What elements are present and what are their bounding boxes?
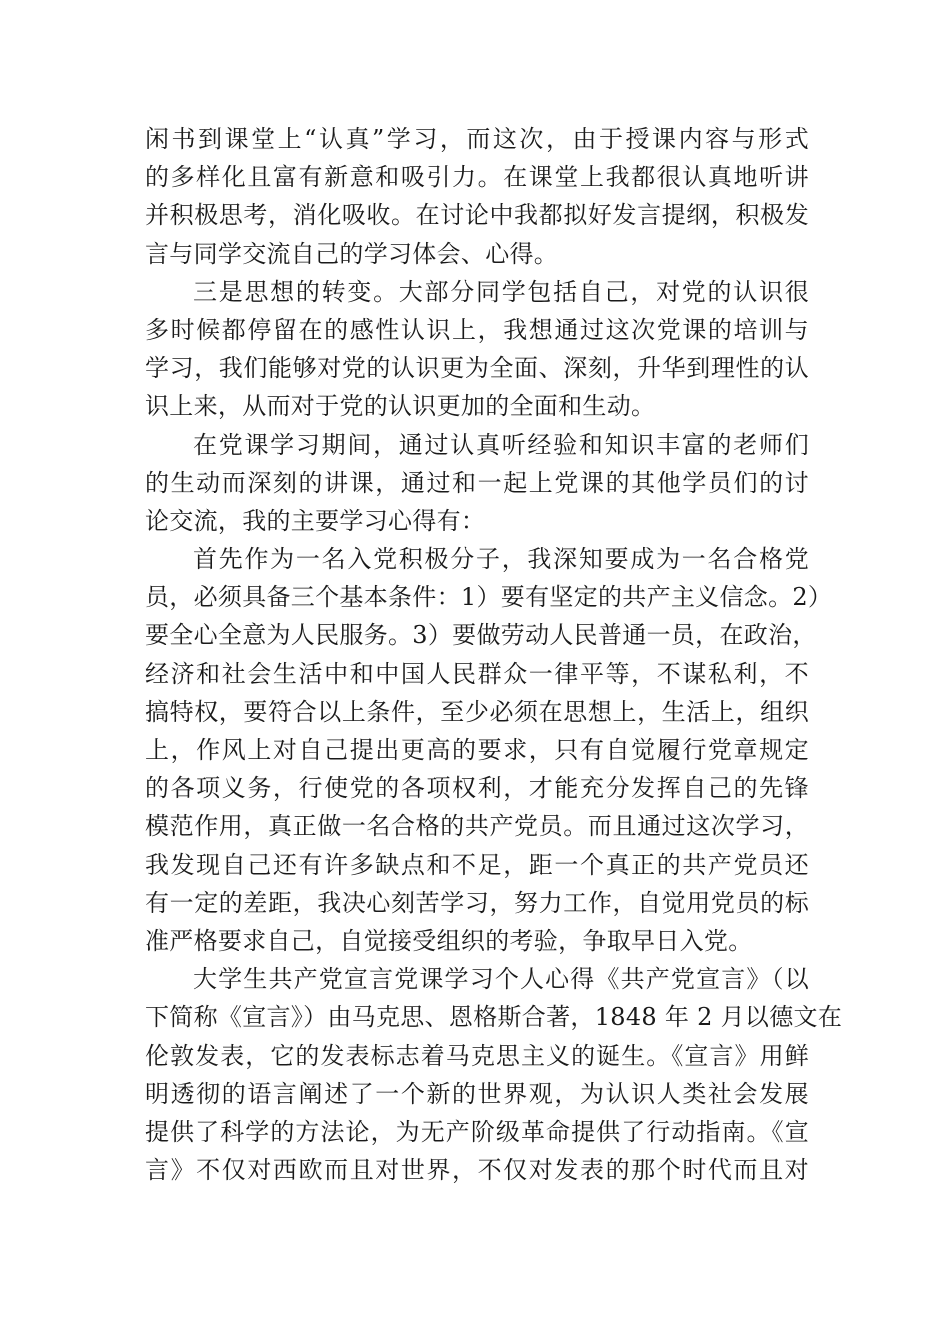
text-line: 多时候都停留在的感性认识上，我想通过这次党课的培训与 (145, 315, 809, 344)
text-line: 我发现自己还有许多缺点和不足，距一个真正的共产党员还 (145, 850, 809, 879)
body-text (145, 120, 843, 1189)
text-line: 上，作风上对自己提出更高的要求，只有自觉履行党章规定 (145, 736, 809, 764)
text-line: 并积极思考，消化吸收。在讨论中我都拟好发言提纲，积极发 (145, 201, 809, 230)
text-line: 伦敦发表，它的发表标志着马克思主义的诞生。《宣言》用鲜 (145, 1041, 809, 1070)
text-line: 的生动而深刻的讲课，通过和一起上党课的其他学员们的讨 (145, 468, 809, 497)
text-line: 有一定的差距，我决心刻苦学习，努力工作，自觉用党员的标 (145, 888, 809, 917)
text-line: 的各项义务，行使党的各项权利，才能充分发挥自己的先锋 (145, 774, 809, 803)
text-line: 下简称《宣言》）由马克思、恩格斯合著，1848 年 2 月以德文在 (145, 1003, 843, 1032)
text-line: 在党课学习期间，通过认真听经验和知识丰富的老师们 (193, 430, 809, 459)
text-line: 论交流，我的主要学习心得有： (145, 506, 486, 535)
text-line: 学习，我们能够对党的认识更为全面、深刻，升华到理性的认 (145, 354, 809, 383)
text-line: 员，必须具备三个基本条件：1）要有坚定的共产主义信念。2） (145, 583, 833, 612)
text-line: 经济和社会生活中和中国人民群众一律平等，不谋私利，不 (145, 659, 809, 688)
text-line: 三是思想的转变。大部分同学包括自己，对党的认识很 (193, 277, 809, 306)
text-line: 要全心全意为人民服务。3）要做劳动人民普通一员，在政治， (145, 621, 817, 650)
text-line: 闲书到课堂上“认真”学习，而这次，由于授课内容与形式 (145, 125, 809, 153)
text-line: 识上来，从而对于党的认识更加的全面和生动。 (145, 392, 656, 421)
text-line: 大学生共产党宣言党课学习个人心得《共产党宣言》（以 (193, 965, 809, 994)
text-line: 首先作为一名入党积极分子，我深知要成为一名合格党 (193, 545, 809, 574)
text-line: 准严格要求自己，自觉接受组织的考验，争取早日入党。 (145, 926, 753, 955)
text-line: 言与同学交流自己的学习体会、心得。 (145, 239, 559, 268)
text-line: 明透彻的语言阐述了一个新的世界观，为认识人类社会发展 (145, 1079, 809, 1108)
text-line: 的多样化且富有新意和吸引力。在课堂上我都很认真地听讲 (145, 163, 809, 192)
text-line: 模范作用，真正做一名合格的共产党员。而且通过这次学习， (145, 812, 809, 841)
text-line: 言》不仅对西欧而且对世界，不仅对发表的那个时代而且对 (145, 1156, 809, 1185)
text-line: 提供了科学的方法论，为无产阶级革命提供了行动指南。《宣 (145, 1117, 809, 1146)
text-line: 搞特权，要符合以上条件，至少必须在思想上，生活上，组织 (145, 697, 809, 726)
